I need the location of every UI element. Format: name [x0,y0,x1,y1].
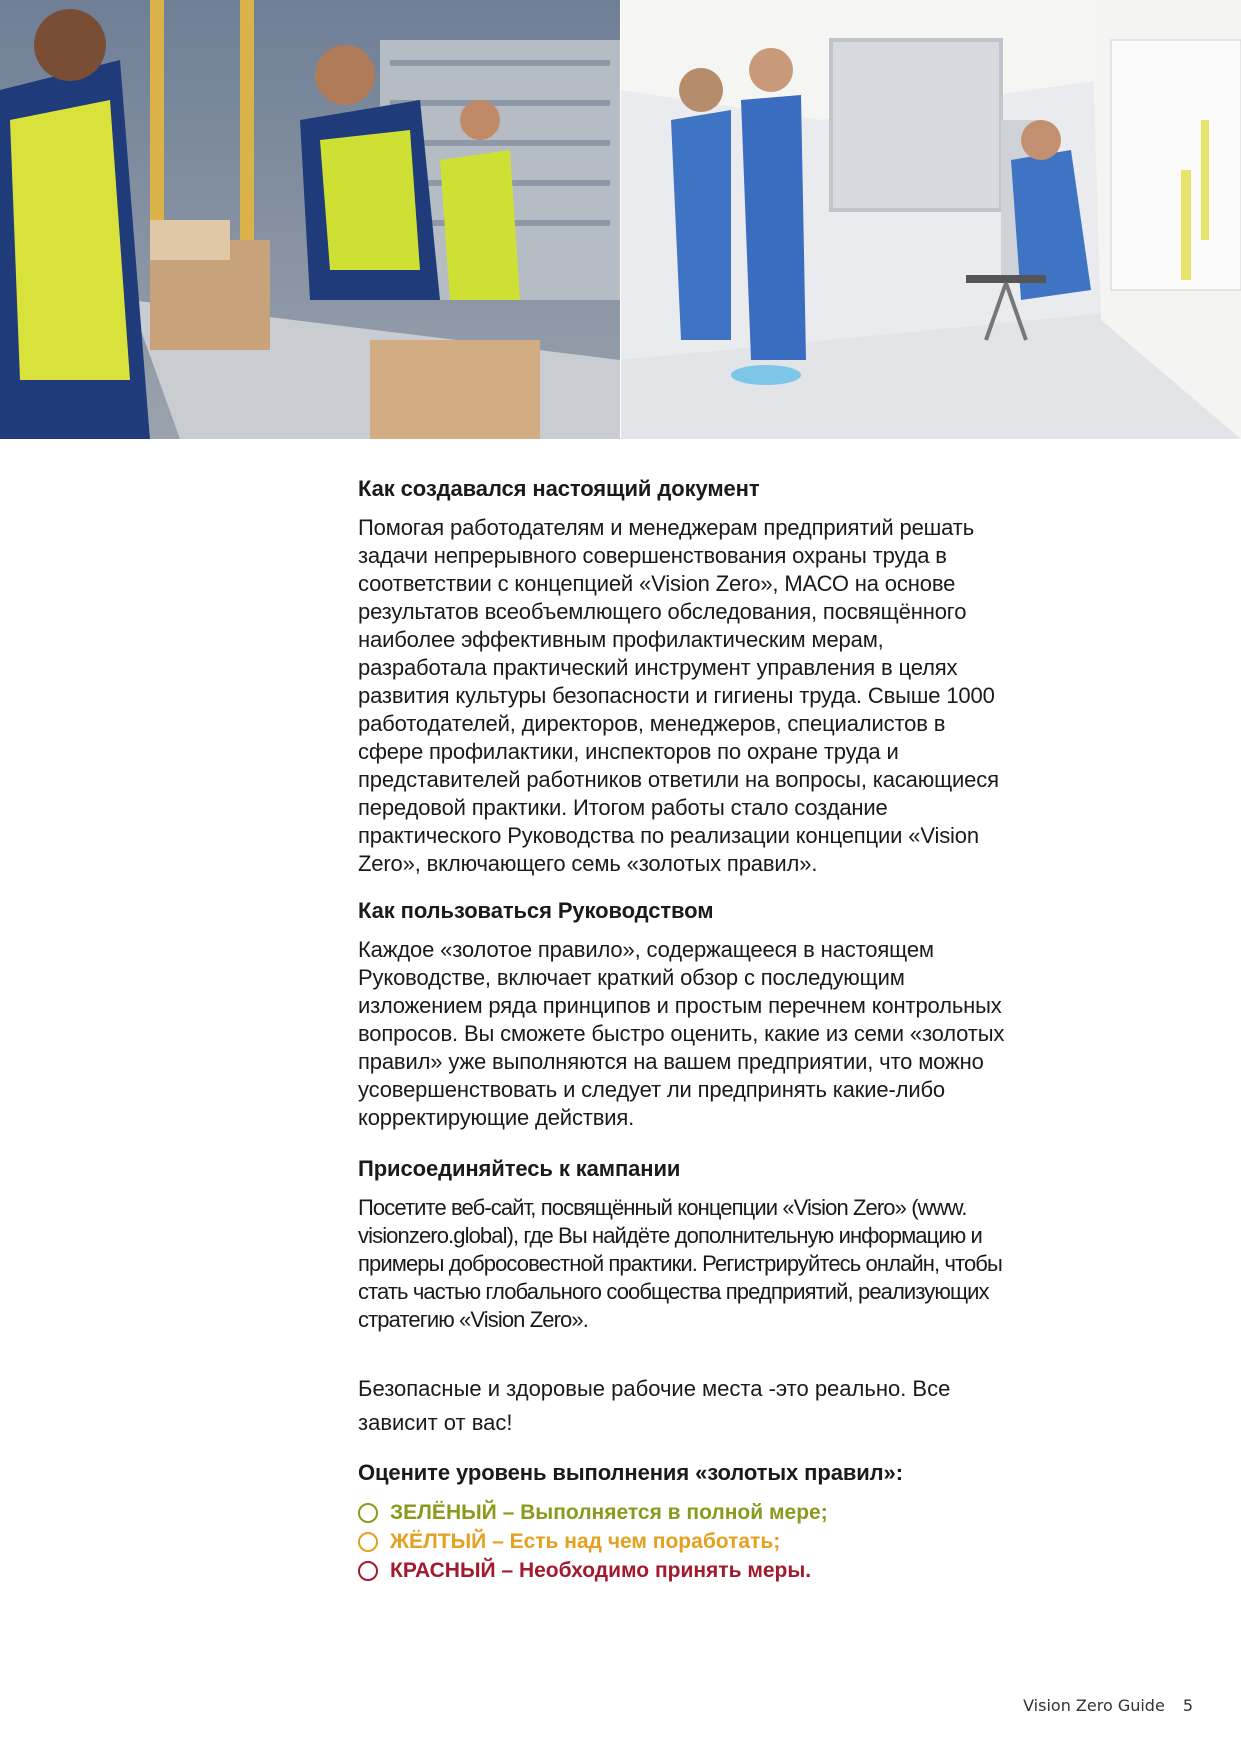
campaign-paragraph: Посетите веб-сайт, посвящённый концепции «Vision Zero» (www. visionzero.global), где Вы найдёте дополнительную информацию и примеры добросовестной практики. Регистрируйтесь онлайн, чтобы стать частью глобального сообщества предприятий, реализующих стратегию «Vision Zero». [358,1195,1002,1332]
level-green-label: ЗЕЛЁНЫЙ – Выполняется в полной мере; [390,1501,828,1524]
main-content [358,474,1008,1585]
circle-icon[interactable] [358,1561,378,1581]
level-yellow-label: ЖЁЛТЫЙ – Есть над чем поработать; [390,1530,781,1553]
warehouse-workers-photo [0,0,620,439]
hospital-corridor-photo [621,0,1241,439]
footer-title: Vision Zero Guide [1023,1696,1165,1715]
closing-statement: Безопасные и здоровые рабочие места -это реально. Все зависит от вас! [358,1376,951,1435]
rating-levels [358,1498,1008,1585]
level-yellow [358,1527,1008,1556]
page-number: 5 [1182,1696,1193,1715]
rating-heading: Оцените уровень выполнения «золотых правил»: [358,1460,903,1485]
creation-heading: Как создавался настоящий документ [358,476,760,501]
circle-icon[interactable] [358,1503,378,1523]
level-red [358,1556,1008,1585]
campaign-heading: Присоединяйтесь к кампании [358,1156,681,1181]
usage-paragraph: Каждое «золотое правило», содержащееся в настоящем Руководстве, включает краткий обзор с последующим изложением ряда принципов и простым перечнем контрольных вопросов. Вы сможете быстро оценить, какие из семи «золотых правил» уже выполняются на вашем предприятии, что можно усовершенствовать и следует ли предпринять какие-либо корректирующие действия. [358,937,1005,1130]
level-green [358,1498,1008,1527]
header-photos [0,0,1241,439]
circle-icon[interactable] [358,1532,378,1552]
page-footer [1023,1696,1193,1715]
level-red-label: КРАСНЫЙ – Необходимо принять меры. [390,1559,812,1582]
creation-paragraph: Помогая работодателям и менеджерам предприятий решать задачи непрерывного совершенствования охраны труда в соответствии с концепцией «Vision Zero», МАСО на основе результатов всеобъемлющего обследования, посвящённого наиболее эффективным профилактическим мерам, разработала практический инструмент управления в целях развития культуры безопасности и гигиены труда. Свыше 1000 работодателей, директоров, менеджеров, специалистов в сфере профилактики, инспекторов по охране труда и представителей работников ответили на вопросы, касающиеся передовой практики. Итогом работы стало создание практического Руководства по реализации концепции «Vision Zero», включающего семь «золотых правил». [358,515,999,876]
usage-heading: Как пользоваться Руководством [358,898,714,923]
